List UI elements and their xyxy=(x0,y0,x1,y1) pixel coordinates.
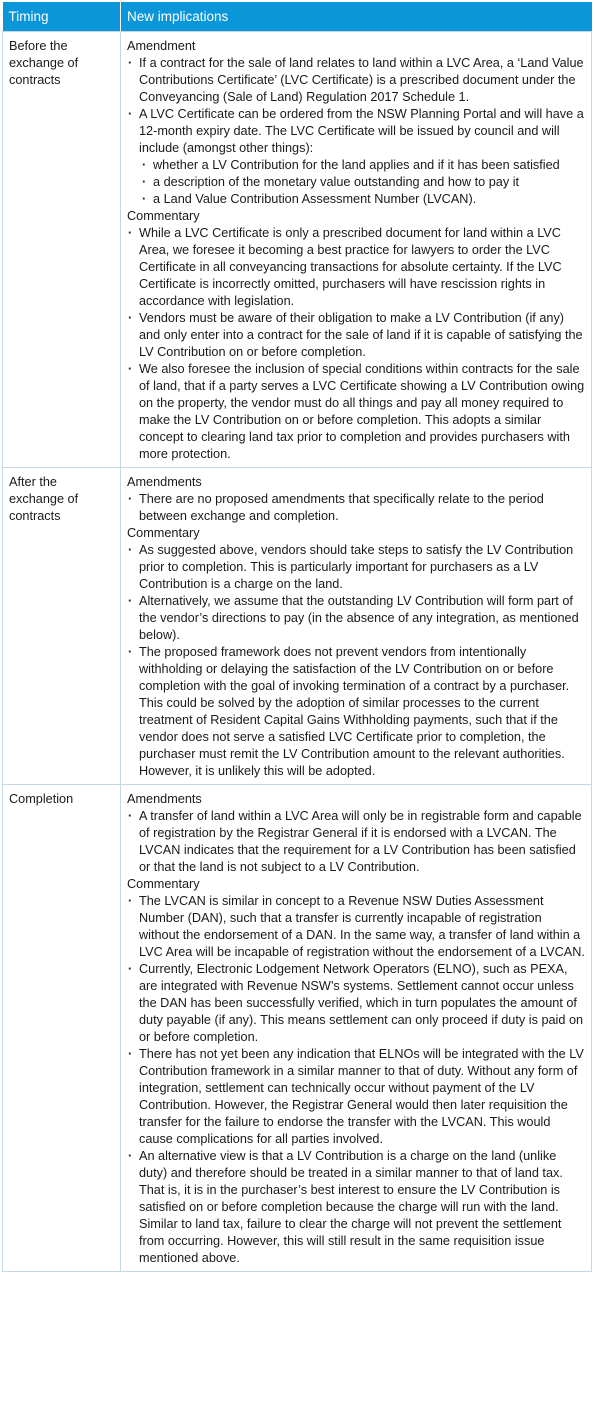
header-timing: Timing xyxy=(3,2,121,32)
list-item: · While a LVC Certificate is only a prescribed document for land within a LVC Area, we foresee it becoming a best practice for lawyers to order the LVC Certificate in all conveyancing transactions for absolute certainty. If the LVC Certificate is incorrectly omitted, purchasers will have rescission rights in accordance with legislation. xyxy=(127,225,585,310)
bullet-list xyxy=(127,542,585,780)
section-heading: Commentary xyxy=(127,209,200,223)
section-heading: Amendment xyxy=(127,39,196,53)
list-item: · Alternatively, we assume that the outstanding LV Contribution will form part of the vendor’s directions to pay (in the absence of any integration, as mentioned below). xyxy=(127,593,585,644)
bullet-list xyxy=(127,55,585,157)
sub-list-item: · whether a LV Contribution for the land applies and if it has been satisfied xyxy=(127,157,585,174)
list-item: · A LVC Certificate can be ordered from the NSW Planning Portal and will have a 12-month expiry date. The LVC Certificate will be issued by council and will include (amongst other things): xyxy=(127,106,585,157)
list-item: · If a contract for the sale of land relates to land within a LVC Area, a ‘Land Value Contributions Certificate’ (LVC Certificate) is a prescribed document under the Conveyancing (Sale of Land) Regulation 2017 Schedule 1. xyxy=(127,55,585,106)
bullet-list xyxy=(127,808,585,876)
list-item: · There are no proposed amendments that specifically relate to the period between exchange and completion. xyxy=(127,491,585,525)
timing-cell: Before the exchange of contracts xyxy=(3,32,121,468)
list-item: · A transfer of land within a LVC Area will only be in registrable form and capable of registration by the Registrar General if it is endorsed with a LVCAN. The LVCAN indicates that the requirement for a LV Contribution has been satisfied or that the land is not subject to a LV Contribution. xyxy=(127,808,585,876)
list-item: · There has not yet been any indication that ELNOs will be integrated with the LV Contribution framework in a similar manner to that of duty. Without any form of integration, settlement can technically occur without payment of the LV Contribution. However, the Registrar General would then later requisition the transfer for the failure to endorse the transfer with the LVCAN. This would cause complications for all parties involved. xyxy=(127,1046,585,1148)
list-item: · An alternative view is that a LV Contribution is a charge on the land (unlike duty) and therefore should be treated in a similar manner to that of land tax. That is, it is in the purchaser’s best interest to ensure the LV Contribution is satisfied on or before completion because the charge will run with the land. Similar to land tax, failure to clear the charge will not prevent the settlement from occurring. However, this will still result in the same requisition issue mentioned above. xyxy=(127,1148,585,1267)
list-item: · As suggested above, vendors should take steps to satisfy the LV Contribution prior to completion. This is particularly important for purchasers as a LV Contribution is a charge on the land. xyxy=(127,542,585,593)
section-heading: Amendments xyxy=(127,792,202,806)
table-header-row xyxy=(3,2,592,32)
list-item: · Vendors must be aware of their obligation to make a LV Contribution (if any) and only enter into a contract for the sale of land if it is capable of satisfying the LV Contribution on or before completion. xyxy=(127,310,585,361)
implications-cell xyxy=(121,785,592,1272)
list-item: · Currently, Electronic Lodgement Network Operators (ELNO), such as PEXA, are integrated with Revenue NSW’s systems. Settlement cannot occur unless the DAN has been successfully verified, which in turn populates the amount of duty payable (if any). This means settlement can only proceed if duty is paid on or before completion. xyxy=(127,961,585,1046)
table-row xyxy=(3,468,592,785)
timing-cell: Completion xyxy=(3,785,121,1272)
header-new-implications: New implications xyxy=(121,2,592,32)
table-row xyxy=(3,785,592,1272)
timing-cell: After the exchange of contracts xyxy=(3,468,121,785)
list-item: · We also foresee the inclusion of special conditions within contracts for the sale of land, that if a party serves a LVC Certificate showing a LV Contribution owing on the property, the vendor must do all things and pay all money required to make the LV Contribution on or before completion. This adopts a similar concept to clearing land tax prior to completion and provides purchasers with more protection. xyxy=(127,361,585,463)
bullet-list xyxy=(127,893,585,1267)
section-heading: Commentary xyxy=(127,526,200,540)
section-heading: Amendments xyxy=(127,475,202,489)
sub-bullet-list xyxy=(127,157,585,208)
sub-list-item: · a description of the monetary value outstanding and how to pay it xyxy=(127,174,585,191)
list-item: · The proposed framework does not prevent vendors from intentionally withholding or delaying the satisfaction of the LV Contribution on or before completion with the goal of invoking termination of a contract by a purchaser. This could be solved by the adoption of similar processes to the current treatment of Resident Capital Gains Withholding payments, such that if the vendor does not serve a satisfied LVC Certificate prior to completion, the purchaser must remit the LV Contribution amount to the relevant authorities. However, it is unlikely this will be adopted. xyxy=(127,644,585,780)
implications-cell xyxy=(121,32,592,468)
section-heading: Commentary xyxy=(127,877,200,891)
implications-table xyxy=(2,2,592,1272)
bullet-list xyxy=(127,225,585,463)
list-item: · The LVCAN is similar in concept to a Revenue NSW Duties Assessment Number (DAN), such that a transfer is currently incapable of registration without the endorsement of a DAN. In the same way, a transfer of land within a LVC Area will be incapable of registration without the endorsement of a LVCAN. xyxy=(127,893,585,961)
bullet-list xyxy=(127,491,585,525)
sub-list-item: · a Land Value Contribution Assessment Number (LVCAN). xyxy=(127,191,585,208)
table-row xyxy=(3,32,592,468)
implications-cell xyxy=(121,468,592,785)
